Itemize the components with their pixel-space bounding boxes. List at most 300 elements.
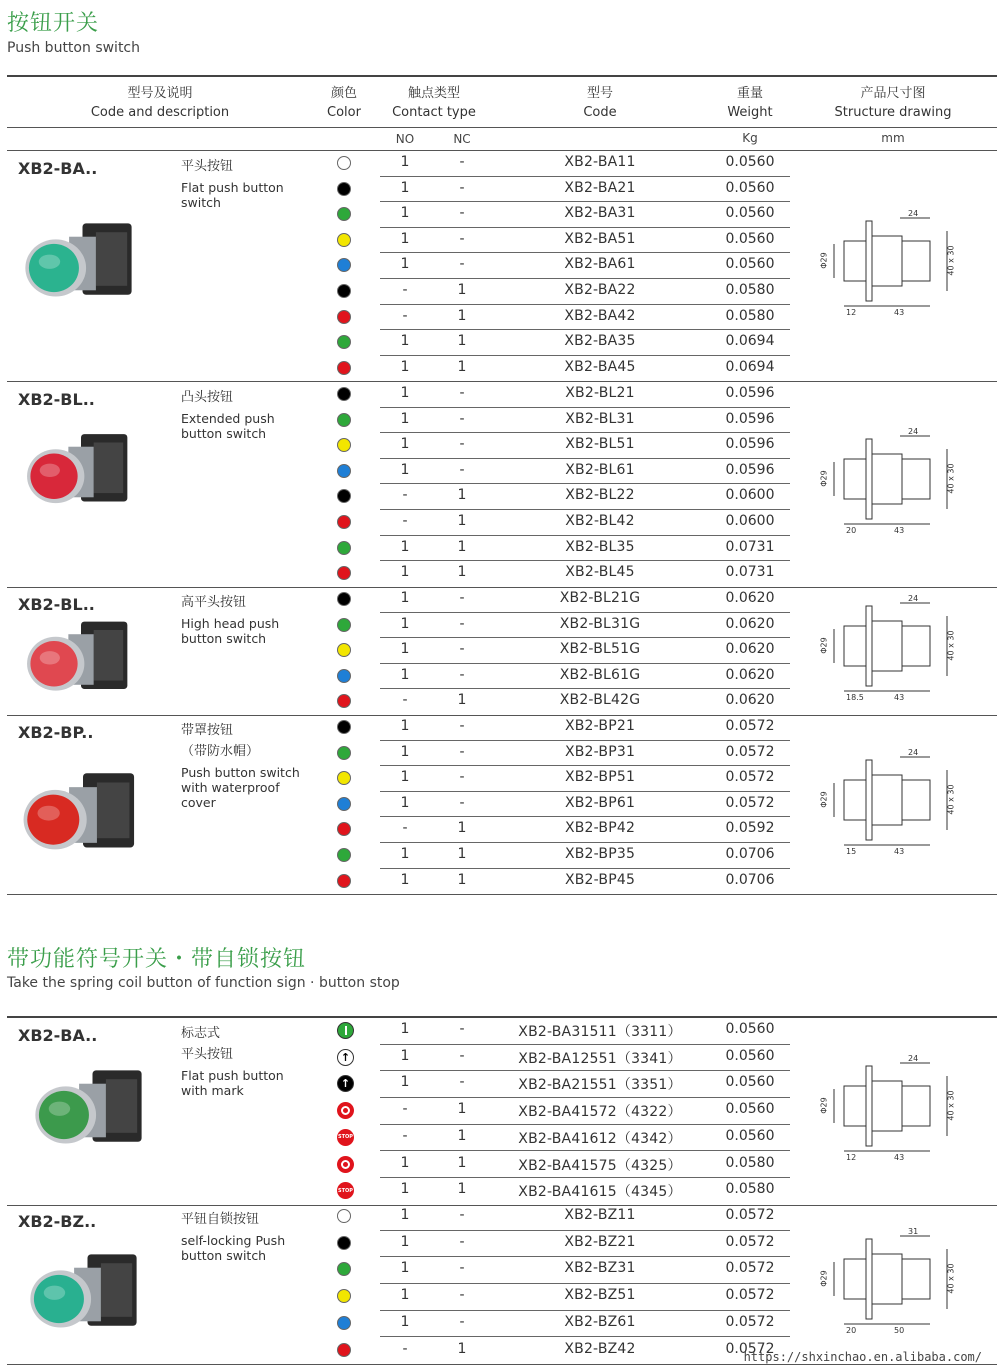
header-drawing bbox=[820, 84, 966, 122]
contact-no: 1 bbox=[400, 666, 410, 683]
red-color-swatch-icon bbox=[337, 361, 351, 375]
table-row bbox=[310, 869, 790, 895]
green-color-swatch-icon bbox=[337, 335, 351, 349]
model-code: XB2-BA31 bbox=[564, 205, 636, 222]
model-code: XB2-BA42 bbox=[564, 307, 636, 324]
product-photo bbox=[22, 612, 140, 707]
header-color bbox=[310, 84, 378, 122]
contact-no: 1 bbox=[400, 718, 410, 734]
green-color-swatch-icon bbox=[337, 618, 351, 632]
weight: 0.0560 bbox=[725, 256, 775, 273]
contact-no: 1 bbox=[400, 1074, 410, 1091]
contact-no: - bbox=[402, 1340, 408, 1357]
contact-no: 1 bbox=[400, 1154, 410, 1171]
table-row bbox=[310, 561, 790, 587]
table-row bbox=[310, 1018, 790, 1045]
header-code-desc-cn: 型号及说明 bbox=[127, 86, 193, 101]
contact-nc: - bbox=[459, 743, 465, 760]
series-description bbox=[181, 390, 306, 441]
contact-nc: - bbox=[459, 1233, 465, 1250]
contact-nc: - bbox=[459, 1260, 465, 1277]
contact-nc: - bbox=[459, 1074, 465, 1091]
table-row bbox=[310, 715, 790, 741]
drawing-dim-top: 24 bbox=[908, 594, 919, 603]
drawing-dim-diameter: Φ29 bbox=[819, 252, 829, 269]
model-code: XB2-BL61G bbox=[559, 666, 641, 683]
structure-drawing bbox=[819, 591, 967, 711]
drawing-dim-side: 40 x 30 bbox=[946, 630, 956, 661]
table-row bbox=[310, 1257, 790, 1284]
weight: 0.0560 bbox=[725, 154, 775, 170]
contact-nc: 1 bbox=[457, 1101, 467, 1118]
product-photo bbox=[18, 760, 148, 870]
black-color-swatch-icon bbox=[337, 592, 351, 606]
model-code: XB2-BZ31 bbox=[564, 1260, 636, 1277]
series-description bbox=[181, 595, 306, 646]
description-en: High head push button switch bbox=[181, 616, 280, 646]
description-en: Extended push button switch bbox=[181, 411, 275, 441]
table-row bbox=[310, 741, 790, 767]
contact-nc: - bbox=[459, 256, 465, 273]
table-row bbox=[310, 664, 790, 690]
black-color-swatch-icon bbox=[337, 182, 351, 196]
contact-nc: 1 bbox=[457, 871, 467, 888]
table-row bbox=[310, 433, 790, 459]
series-code: XB2-BL.. bbox=[18, 595, 95, 614]
green-color-swatch-icon bbox=[337, 541, 351, 555]
drawing-dim-diameter: Φ29 bbox=[819, 470, 829, 488]
contact-no: - bbox=[402, 1127, 408, 1144]
contact-no: 1 bbox=[400, 564, 410, 581]
description-cn: 带罩按钮 bbox=[181, 723, 234, 738]
contact-nc: - bbox=[459, 410, 465, 427]
model-code: XB2-BA41612（4342） bbox=[518, 1130, 682, 1147]
contact-nc: - bbox=[459, 1207, 465, 1223]
contact-nc: 1 bbox=[457, 1127, 467, 1144]
model-code: XB2-BL51 bbox=[565, 436, 635, 453]
description-cn-2: （带防水帽） bbox=[181, 744, 260, 759]
contact-no: 1 bbox=[400, 230, 410, 247]
contact-nc: - bbox=[459, 666, 465, 683]
table-row bbox=[310, 459, 790, 485]
green-color-swatch-icon bbox=[337, 207, 351, 221]
contact-no: 1 bbox=[400, 179, 410, 196]
drawing-dim-left: 15 bbox=[846, 846, 857, 856]
weight: 0.0596 bbox=[725, 385, 775, 401]
divider bbox=[7, 75, 997, 77]
table-row bbox=[310, 253, 790, 279]
weight: 0.0596 bbox=[725, 410, 775, 427]
table-row bbox=[310, 1178, 790, 1205]
contact-nc: 1 bbox=[457, 692, 467, 709]
weight: 0.0560 bbox=[725, 1101, 775, 1118]
drawing-dim-top: 24 bbox=[908, 209, 919, 219]
black-color-swatch-icon bbox=[337, 489, 351, 503]
model-code: XB2-BZ61 bbox=[564, 1313, 636, 1330]
description-cn: 标志式 bbox=[181, 1026, 221, 1041]
drawing-dim-top: 24 bbox=[908, 1054, 919, 1064]
table-row bbox=[310, 792, 790, 818]
contact-no: 1 bbox=[400, 1021, 410, 1037]
contact-nc: 1 bbox=[457, 538, 467, 555]
weight: 0.0572 bbox=[725, 794, 775, 811]
drawing-dim-diameter: Φ29 bbox=[819, 790, 829, 808]
table-row bbox=[310, 510, 790, 536]
model-code: XB2-BA41575（4325） bbox=[518, 1157, 682, 1174]
contact-no: 1 bbox=[400, 358, 410, 375]
contact-no: 1 bbox=[400, 1260, 410, 1277]
weight: 0.0620 bbox=[725, 641, 775, 658]
table-row bbox=[310, 843, 790, 869]
contact-nc: 1 bbox=[457, 1340, 467, 1357]
model-code: XB2-BA22 bbox=[564, 282, 636, 298]
drawing-dim-bottom: 43 bbox=[894, 1153, 905, 1163]
weight: 0.0706 bbox=[725, 871, 775, 888]
table-row bbox=[310, 305, 790, 331]
red-color-swatch-icon bbox=[337, 694, 351, 708]
model-code: XB2-BL42 bbox=[565, 513, 635, 529]
contact-no: - bbox=[402, 820, 408, 837]
weight: 0.0620 bbox=[725, 666, 775, 683]
weight: 0.0731 bbox=[725, 538, 775, 555]
drawing-dim-top: 24 bbox=[908, 427, 919, 437]
contact-nc: 1 bbox=[457, 487, 467, 504]
description-cn: 平钮自锁按钮 bbox=[181, 1212, 260, 1227]
table-row bbox=[310, 202, 790, 228]
drawing-dim-diameter: Φ29 bbox=[819, 1270, 829, 1287]
contact-nc: 1 bbox=[457, 1181, 467, 1198]
drawing-dim-bottom: 43 bbox=[894, 526, 905, 536]
product-photo bbox=[20, 211, 145, 316]
contact-no: 1 bbox=[400, 846, 410, 862]
table-row bbox=[310, 766, 790, 792]
contact-no: 1 bbox=[400, 1047, 410, 1064]
contact-nc: - bbox=[459, 615, 465, 632]
weight: 0.0600 bbox=[725, 513, 775, 529]
table-row bbox=[310, 1152, 790, 1179]
series-code: XB2-BA.. bbox=[18, 159, 98, 178]
weight: 0.0572 bbox=[725, 1313, 775, 1330]
group-divider bbox=[7, 1364, 997, 1365]
model-code: XB2-BA51 bbox=[564, 230, 636, 247]
white-color-swatch-icon bbox=[337, 1209, 351, 1223]
green-color-swatch-icon bbox=[337, 413, 351, 427]
header-contact-en: Contact type bbox=[392, 105, 476, 120]
drawing-dim-side: 40 x 30 bbox=[946, 1263, 956, 1294]
weight: 0.0580 bbox=[725, 307, 775, 324]
drawing-dim-left: 18.5 bbox=[846, 693, 864, 702]
header-contact-cn: 触点类型 bbox=[407, 86, 460, 101]
contact-no: 1 bbox=[400, 1207, 410, 1223]
table-row bbox=[310, 1125, 790, 1152]
blue-color-swatch-icon bbox=[337, 464, 351, 478]
contact-no: 1 bbox=[400, 385, 410, 401]
weight: 0.0560 bbox=[725, 1047, 775, 1064]
contact-no: 1 bbox=[400, 1313, 410, 1330]
contact-nc: - bbox=[459, 436, 465, 453]
weight: 0.0580 bbox=[725, 282, 775, 298]
table-row bbox=[310, 1045, 790, 1072]
contact-no: 1 bbox=[400, 1181, 410, 1198]
description-cn-2: 平头按钮 bbox=[181, 1047, 234, 1062]
contact-nc: - bbox=[459, 385, 465, 401]
group-divider bbox=[7, 894, 997, 895]
drawing-dim-left: 20 bbox=[846, 526, 857, 536]
drawing-dim-top: 24 bbox=[908, 747, 919, 757]
blue-color-swatch-icon bbox=[337, 1316, 351, 1330]
weight: 0.0620 bbox=[725, 615, 775, 632]
contact-no: 1 bbox=[400, 590, 410, 606]
header-model bbox=[540, 84, 660, 122]
footer-url[interactable]: https://shxinchao.en.alibaba.com/ bbox=[743, 1350, 982, 1364]
table-row bbox=[310, 382, 790, 408]
table-row bbox=[310, 408, 790, 434]
contact-nc: 1 bbox=[457, 820, 467, 837]
model-code: XB2-BA45 bbox=[564, 358, 636, 375]
model-code: XB2-BL31 bbox=[565, 410, 635, 427]
table-row bbox=[310, 1284, 790, 1311]
contact-no: 1 bbox=[400, 794, 410, 811]
weight: 0.0580 bbox=[725, 1154, 775, 1171]
description-en: Flat push button with mark bbox=[181, 1068, 284, 1098]
contact-nc: - bbox=[459, 769, 465, 786]
contact-no: - bbox=[402, 513, 408, 529]
series-code: XB2-BA.. bbox=[18, 1026, 98, 1045]
red-color-swatch-icon bbox=[337, 566, 351, 580]
model-code: XB2-BA12551（3341） bbox=[518, 1050, 682, 1067]
table-row bbox=[310, 536, 790, 562]
model-code: XB2-BA35 bbox=[564, 333, 636, 350]
description-en: Push button switch with waterproof cover bbox=[181, 765, 300, 810]
model-code: XB2-BZ11 bbox=[564, 1207, 636, 1223]
structure-drawing bbox=[819, 1051, 967, 1171]
series-code: XB2-BL.. bbox=[18, 390, 95, 409]
model-code: XB2-BA61 bbox=[564, 256, 636, 273]
weight: 0.0572 bbox=[725, 743, 775, 760]
contact-nc: - bbox=[459, 1047, 465, 1064]
contact-nc: - bbox=[459, 179, 465, 196]
structure-drawing bbox=[819, 206, 967, 326]
table-row bbox=[310, 613, 790, 639]
weight: 0.0572 bbox=[725, 718, 775, 734]
weight: 0.0560 bbox=[725, 1127, 775, 1144]
drawing-dim-side: 40 x 30 bbox=[946, 463, 956, 494]
green-color-swatch-icon bbox=[337, 848, 351, 862]
table-row bbox=[310, 356, 790, 382]
header-weight bbox=[710, 84, 790, 122]
model-code: XB2-BL21 bbox=[565, 385, 635, 401]
blue-color-swatch-icon bbox=[337, 258, 351, 272]
red-color-swatch-icon bbox=[337, 310, 351, 324]
description-en: self-locking Push button switch bbox=[181, 1233, 286, 1263]
arrow-up-mark-icon: ↑ bbox=[337, 1075, 354, 1092]
model-code: XB2-BA21551（3351） bbox=[518, 1077, 682, 1094]
black-color-swatch-icon bbox=[337, 1236, 351, 1250]
header-color-en: Color bbox=[327, 105, 361, 120]
table-row bbox=[310, 638, 790, 664]
red-color-swatch-icon bbox=[337, 515, 351, 529]
header-contact bbox=[380, 84, 488, 122]
weight: 0.0572 bbox=[725, 1233, 775, 1250]
divider bbox=[7, 127, 997, 128]
weight: 0.0560 bbox=[725, 1021, 775, 1037]
weight: 0.0596 bbox=[725, 461, 775, 478]
weight: 0.0572 bbox=[725, 1287, 775, 1304]
contact-no: 1 bbox=[400, 538, 410, 555]
series-description bbox=[181, 723, 306, 810]
table-row bbox=[310, 1231, 790, 1258]
weight: 0.0620 bbox=[725, 590, 775, 606]
contact-no: 1 bbox=[400, 256, 410, 273]
weight: 0.0620 bbox=[725, 692, 775, 709]
table-row bbox=[310, 587, 790, 613]
contact-nc: 1 bbox=[457, 307, 467, 324]
contact-no: 1 bbox=[400, 410, 410, 427]
table-row bbox=[310, 817, 790, 843]
contact-nc: - bbox=[459, 154, 465, 170]
contact-nc: - bbox=[459, 718, 465, 734]
contact-nc: 1 bbox=[457, 358, 467, 375]
product-photo bbox=[25, 1242, 150, 1347]
black-color-swatch-icon bbox=[337, 387, 351, 401]
table-row bbox=[310, 151, 790, 177]
model-code: XB2-BL51G bbox=[559, 641, 641, 658]
table-row bbox=[310, 689, 790, 715]
contact-nc: - bbox=[459, 1313, 465, 1330]
model-code: XB2-BP42 bbox=[564, 820, 636, 837]
model-code: XB2-BP45 bbox=[564, 871, 636, 888]
product-photo bbox=[30, 1058, 155, 1163]
power-off-mark-icon bbox=[337, 1102, 354, 1119]
stop-mark-icon bbox=[337, 1129, 354, 1146]
white-color-swatch-icon bbox=[337, 156, 351, 170]
weight: 0.0560 bbox=[725, 205, 775, 222]
power-off-mark-icon bbox=[337, 1156, 354, 1173]
black-color-swatch-icon bbox=[337, 284, 351, 298]
yellow-color-swatch-icon bbox=[337, 438, 351, 452]
power-on-mark-icon bbox=[337, 1022, 354, 1039]
blue-color-swatch-icon bbox=[337, 669, 351, 683]
model-code: XB2-BL61 bbox=[565, 461, 635, 478]
weight: 0.0560 bbox=[725, 179, 775, 196]
model-code: XB2-BP51 bbox=[564, 769, 636, 786]
header-drawing-cn: 产品尺寸图 bbox=[860, 86, 926, 101]
header-weight-cn: 重量 bbox=[736, 86, 763, 101]
structure-drawing bbox=[819, 424, 967, 544]
section-title: 按钮开关 bbox=[7, 11, 100, 36]
contact-nc: - bbox=[459, 794, 465, 811]
contact-no: 1 bbox=[400, 769, 410, 786]
red-color-swatch-icon bbox=[337, 1343, 351, 1357]
contact-no: 1 bbox=[400, 743, 410, 760]
weight: 0.0580 bbox=[725, 1181, 775, 1198]
model-code: XB2-BA11 bbox=[564, 154, 636, 170]
model-code: XB2-BP21 bbox=[564, 718, 636, 734]
contact-no: - bbox=[402, 1101, 408, 1118]
header-kg: Kg bbox=[742, 131, 758, 145]
model-code: XB2-BZ42 bbox=[564, 1340, 636, 1357]
contact-no: 1 bbox=[400, 154, 410, 170]
contact-nc: - bbox=[459, 205, 465, 222]
model-code: XB2-BP61 bbox=[564, 794, 636, 811]
contact-nc: - bbox=[459, 590, 465, 606]
description-en: Flat push button switch bbox=[181, 180, 284, 210]
table-row bbox=[310, 1098, 790, 1125]
drawing-dim-side: 40 x 30 bbox=[946, 1090, 956, 1122]
weight: 0.0731 bbox=[725, 564, 775, 581]
drawing-dim-bottom: 43 bbox=[894, 308, 905, 318]
drawing-dim-left: 12 bbox=[846, 1153, 857, 1163]
contact-no: 1 bbox=[400, 1233, 410, 1250]
weight: 0.0694 bbox=[725, 333, 775, 350]
contact-no: - bbox=[402, 487, 408, 504]
arrow-up-mark-icon: ↑ bbox=[337, 1049, 354, 1066]
structure-drawing bbox=[819, 745, 967, 865]
series-description bbox=[181, 1026, 306, 1098]
contact-no: 1 bbox=[400, 436, 410, 453]
contact-nc: - bbox=[459, 641, 465, 658]
drawing-dim-diameter: Φ29 bbox=[819, 1097, 829, 1115]
contact-nc: 1 bbox=[457, 846, 467, 862]
model-code: XB2-BZ51 bbox=[564, 1287, 636, 1304]
stop-mark-icon bbox=[337, 1182, 354, 1199]
description-cn: 凸头按钮 bbox=[181, 390, 234, 405]
drawing-dim-diameter: Φ29 bbox=[819, 637, 829, 654]
model-code: XB2-BL35 bbox=[565, 538, 635, 555]
weight: 0.0560 bbox=[725, 230, 775, 247]
model-code: XB2-BL22 bbox=[565, 487, 635, 504]
green-color-swatch-icon bbox=[337, 746, 351, 760]
table-row bbox=[310, 484, 790, 510]
header-weight-en: Weight bbox=[727, 105, 773, 120]
contact-no: 1 bbox=[400, 205, 410, 222]
table-row bbox=[310, 1071, 790, 1098]
contact-no: 1 bbox=[400, 461, 410, 478]
table-row bbox=[310, 177, 790, 203]
drawing-dim-top: 31 bbox=[908, 1227, 919, 1237]
model-code: XB2-BP31 bbox=[564, 743, 636, 760]
stop-mark-label: STOP bbox=[338, 1134, 353, 1141]
series-description bbox=[181, 159, 306, 210]
header-drawing-en: Structure drawing bbox=[834, 105, 952, 120]
yellow-color-swatch-icon bbox=[337, 233, 351, 247]
header-color-cn: 颜色 bbox=[330, 86, 357, 101]
model-code: XB2-BL21G bbox=[559, 590, 641, 606]
contact-no: 1 bbox=[400, 641, 410, 658]
yellow-color-swatch-icon bbox=[337, 771, 351, 785]
section2-title: 带功能符号开关・带自锁按钮 bbox=[7, 947, 307, 972]
contact-nc: 1 bbox=[457, 513, 467, 529]
contact-nc: - bbox=[459, 1287, 465, 1304]
red-color-swatch-icon bbox=[337, 874, 351, 888]
table-row bbox=[310, 279, 790, 305]
series-description bbox=[181, 1212, 306, 1263]
drawing-dim-left: 12 bbox=[846, 308, 857, 318]
weight: 0.0600 bbox=[725, 487, 775, 504]
yellow-color-swatch-icon bbox=[337, 643, 351, 657]
structure-drawing bbox=[819, 1224, 967, 1344]
weight: 0.0706 bbox=[725, 846, 775, 862]
model-code: XB2-BA31511（3311） bbox=[518, 1024, 682, 1040]
header-code-desc-en: Code and description bbox=[90, 105, 230, 120]
model-code: XB2-BZ21 bbox=[564, 1233, 636, 1250]
contact-nc: 1 bbox=[457, 1154, 467, 1171]
section2-subtitle: Take the spring coil button of function sign · button stop bbox=[7, 975, 400, 991]
header-no: NO bbox=[395, 132, 415, 146]
drawing-dim-bottom: 50 bbox=[894, 1326, 905, 1336]
drawing-dim-side: 40 x 30 bbox=[946, 784, 956, 815]
table-row bbox=[310, 1311, 790, 1338]
